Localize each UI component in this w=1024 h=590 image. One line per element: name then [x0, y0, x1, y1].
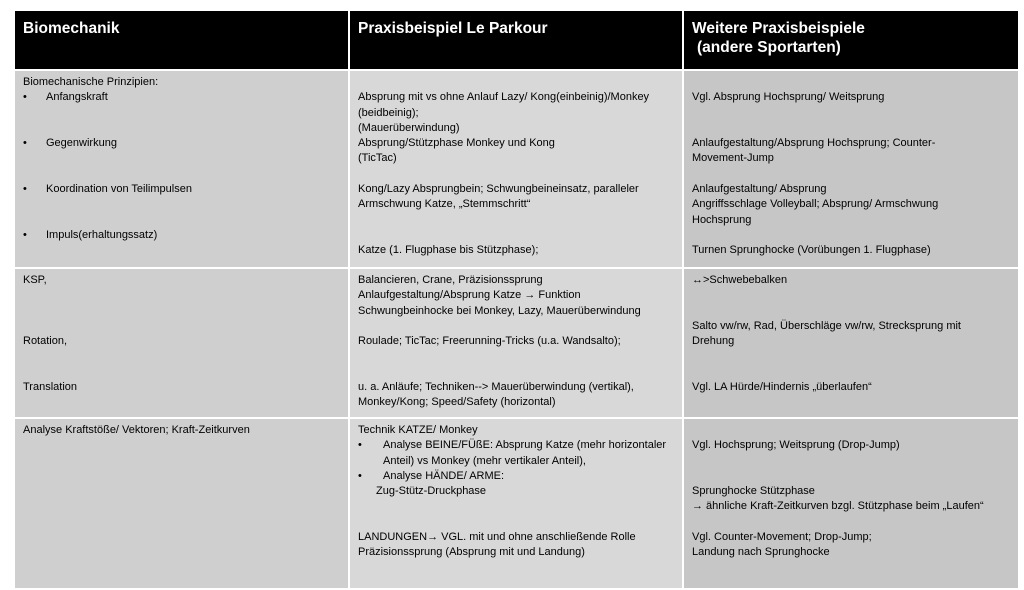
- header-weitere-praxisbeispiele: [683, 10, 1019, 70]
- cell-line: ↔>Schwebebalken: [692, 274, 788, 286]
- analysis-item: • Analyse BEINE/FÜßE: Absprung Katze (mehr horizontaler Anteil) vs Monkey (mehr vertikaler Anteil),: [358, 438, 674, 469]
- cell-line: (beidbeinig);: [358, 106, 419, 119]
- analysis-item: • Analyse HÄNDE/ ARME:: [358, 469, 674, 484]
- principle-item: • Gegenwirkung: [23, 136, 340, 151]
- cell-line: Roulade; TicTac; Freerunning-Tricks (u.a. Wandsalto);: [358, 335, 621, 348]
- principle-item: • Koordination von Teilimpulsen: [23, 182, 340, 197]
- cell-line: Hochsprung: [692, 213, 752, 226]
- principle-item: • Anfangskraft: [23, 90, 340, 105]
- header-col3-line2: (andere Sportarten): [697, 39, 841, 56]
- cell-line: Movement-Jump: [692, 152, 774, 165]
- row2-biomechanik-cell: [14, 268, 349, 418]
- cell-line: Sprunghocke Stützphase: [692, 485, 815, 498]
- cell-line: LANDUNGEN→ VGL. mit und ohne anschließende Rolle: [358, 531, 636, 544]
- cell-line: Turnen Sprunghocke (Vorübungen 1. Flugphase): [692, 244, 931, 257]
- cell-line: u. a. Anläufe; Techniken--> Mauerüberwindung (vertikal),: [358, 381, 634, 394]
- cell-line: Landung nach Sprunghocke: [692, 546, 830, 559]
- row2-parkour-cell: [349, 268, 683, 418]
- cell-line: → ähnliche Kraft-Zeitkurven bzgl. Stützphase beim „Laufen“: [692, 500, 984, 513]
- principle-item: • Impuls(erhaltungssatz): [23, 228, 340, 243]
- cell-line: Monkey/Kong; Speed/Safety (horizontal): [358, 396, 556, 409]
- table-row: [14, 418, 1019, 589]
- cell-line: KSP,: [23, 274, 47, 286]
- biomechanics-table: [13, 9, 1020, 590]
- cell-line: Katze (1. Flugphase bis Stützphase);: [358, 244, 539, 257]
- cell-line: (Mauerüberwindung): [358, 121, 460, 134]
- cell-line: Angriffsschlage Volleyball; Absprung/ Armschwung: [692, 198, 939, 211]
- row1-biomechanik-cell: [14, 70, 349, 268]
- cell-line: Translation: [23, 381, 78, 394]
- cell-line: Kong/Lazy Absprungbein; Schwungbeineinsatz, paralleler: [358, 183, 639, 196]
- row1-other-sports-cell: [683, 70, 1019, 268]
- principles-heading: Biomechanische Prinzipien:: [23, 76, 159, 88]
- cell-line: Vgl. Counter-Movement; Drop-Jump;: [692, 531, 872, 544]
- cell-line: Schwungbeinhocke bei Monkey, Lazy, Mauerüberwindung: [358, 304, 641, 317]
- cell-line: Präzisionssprung (Absprung mit und Landung): [358, 546, 585, 559]
- cell-line: (TicTac): [358, 152, 397, 165]
- cell-line: Technik KATZE/ Monkey: [358, 424, 478, 436]
- cell-line: Analyse Kraftstöße/ Vektoren; Kraft-Zeitkurven: [23, 424, 250, 436]
- row3-other-sports-cell: [683, 418, 1019, 589]
- cell-line: Anlaufgestaltung/ Absprung: [692, 183, 827, 196]
- cell-line: Absprung/Stützphase Monkey und Kong: [358, 137, 555, 150]
- cell-line: Rotation,: [23, 335, 68, 348]
- table-row: [14, 70, 1019, 268]
- cell-line: Vgl. Hochsprung; Weitsprung (Drop-Jump): [692, 439, 900, 452]
- row1-parkour-cell: [349, 70, 683, 268]
- header-col3-line1: Weitere Praxisbeispiele: [692, 20, 865, 37]
- cell-line: Salto vw/rw, Rad, Überschläge vw/rw, Strecksprung mit: [692, 319, 961, 332]
- cell-line: Vgl. LA Hürde/Hindernis „überlaufen“: [692, 381, 872, 394]
- cell-line: Armschwung Katze, „Stemmschritt“: [358, 198, 531, 211]
- cell-line: Zug-Stütz-Druckphase: [376, 485, 487, 498]
- row2-other-sports-cell: [683, 268, 1019, 418]
- cell-line: Anlaufgestaltung/Absprung Katze → Funktion: [358, 289, 581, 302]
- cell-line: Vgl. Absprung Hochsprung/ Weitsprung: [692, 91, 885, 104]
- cell-line: Anlaufgestaltung/Absprung Hochsprung; Counter-: [692, 137, 936, 150]
- cell-line: Absprung mit vs ohne Anlauf Lazy/ Kong(einbeinig)/Monkey: [358, 91, 650, 104]
- cell-line: Drehung: [692, 335, 735, 348]
- header-praxisbeispiel-parkour: Praxisbeispiel Le Parkour: [349, 10, 683, 70]
- row3-biomechanik-cell: [14, 418, 349, 589]
- header-row: [14, 10, 1019, 70]
- header-biomechanik: Biomechanik: [14, 10, 349, 70]
- cell-line: Balancieren, Crane, Präzisionssprung: [358, 274, 543, 286]
- table-row: [14, 268, 1019, 418]
- row3-parkour-cell: [349, 418, 683, 589]
